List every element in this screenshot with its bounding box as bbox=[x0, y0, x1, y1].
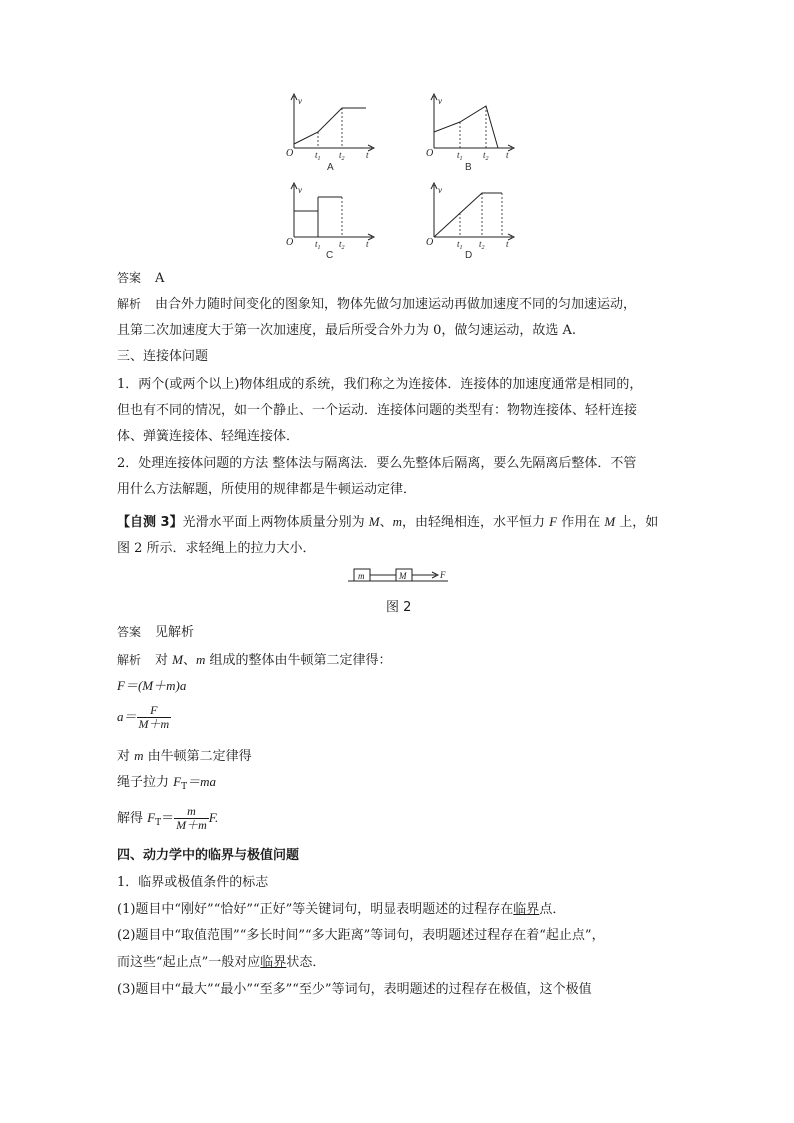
graph-c-origin: O bbox=[286, 237, 294, 248]
graph-a-origin: O bbox=[286, 148, 294, 159]
section-3-p1-line-2: 但也有不同的情况，如一个静止、一个运动．连接体问题的类型有：物物连接体、轻杆连接 bbox=[117, 403, 638, 418]
graph-c-t-label: t bbox=[366, 239, 369, 249]
section-3-p2-line-1: 2．处理连接体问题的方法 整体法与隔离法．要么先整体后隔离，要么先隔离后整体．不管 bbox=[117, 456, 637, 471]
graph-c-v-label: v bbox=[298, 185, 302, 195]
section-4-cond-2-line-1: (2)题目中“取值范围”“多长时间”“多大距离”等词句，表明题述过程存在着“起止点”， bbox=[117, 928, 605, 943]
graph-b-t2: $t_2$ bbox=[483, 150, 489, 162]
analysis-1-line-2: 且第二次加速度大于第一次加速度，最后所受合外力为 0，做匀速运动，故选 A. bbox=[117, 323, 577, 338]
answer-2-label: 答案 bbox=[117, 625, 142, 639]
graph-b bbox=[420, 92, 520, 173]
section-4-cond-2-line-2: 而这些“起止点”一般对应临界状态． bbox=[117, 955, 326, 970]
equation-1: F＝(M＋m)a bbox=[117, 678, 187, 693]
graph-a-v-label: v bbox=[298, 96, 302, 106]
answer-1 bbox=[117, 266, 683, 291]
graph-a-plot bbox=[280, 92, 380, 160]
graph-c-caption: C bbox=[326, 250, 334, 261]
analysis-1-line-1: 解析 由合外力随时间变化的图象知，物体先做匀加速运动再做加速度不同的匀加速运动， bbox=[117, 297, 637, 312]
graph-b-origin: O bbox=[426, 148, 434, 159]
graph-c-t2: $t_2$ bbox=[339, 239, 345, 251]
graph-d-plot bbox=[420, 181, 520, 249]
svg-text:F: F bbox=[440, 570, 446, 580]
tension-equation: 绳子拉力 $F_T=ma$ bbox=[117, 774, 216, 792]
section-3-title: 三、连接体问题 bbox=[117, 349, 209, 364]
graph-d-caption: D bbox=[465, 250, 473, 261]
graph-c-plot bbox=[280, 181, 380, 249]
analysis-1-label: 解析 bbox=[117, 297, 142, 311]
graph-a bbox=[280, 92, 380, 173]
section-4-item-1: 1．临界或极值条件的标志 bbox=[117, 875, 269, 890]
equation-2: a＝ $\frac{F}{M+m}$ bbox=[117, 703, 170, 731]
analysis-2-intro: 解析 对 M、m 组成的整体由牛顿第二定律得： bbox=[117, 652, 392, 668]
problem-3-tag: 【自测 3】 bbox=[117, 515, 183, 530]
graph-c bbox=[280, 181, 380, 261]
section-3-p1-line-3: 体、弹簧连接体、轻绳连接体． bbox=[117, 429, 300, 444]
section-4-title: 四、动力学中的临界与极值问题 bbox=[117, 848, 300, 863]
analysis-2-m-line: 对 m 由牛顿第二定律得 bbox=[117, 748, 252, 764]
graph-d bbox=[420, 181, 520, 261]
graph-b-t1: $t_1$ bbox=[457, 150, 463, 162]
figure-2 bbox=[348, 563, 458, 589]
graph-b-t-label: t bbox=[506, 150, 509, 160]
answer-2 bbox=[117, 620, 683, 645]
section-3-p1-line-1: 1．两个(或两个以上)物体组成的系统，我们称之为连接体．连接体的加速度通常是相同的， bbox=[117, 377, 643, 392]
solution-equation: 解得 $F_T=$ $\frac{m}{M+m}$ F. bbox=[117, 804, 219, 832]
graph-b-caption: B bbox=[465, 162, 472, 173]
problem-3-line-1: 【自测 3】光滑水平面上两物体质量分别为 M、m，由轻绳相连，水平恒力 F 作用在 M 上，如 bbox=[117, 514, 659, 530]
graph-c-t1: $t_1$ bbox=[315, 239, 321, 251]
section-4-cond-1: (1)题目中“刚好”“恰好”“正好”等关键词句，明显表明题述的过程存在临界点． bbox=[117, 902, 566, 917]
graph-d-origin: O bbox=[426, 237, 434, 248]
section-4-cond-3-line-1: (3)题目中“最大”“最小”“至多”“至少”等词句，表明题述的过程存在极值，这个极值 bbox=[117, 982, 592, 997]
graph-b-plot bbox=[420, 92, 520, 160]
graph-d-t-label: t bbox=[506, 239, 509, 249]
answer-1-value: A bbox=[155, 271, 165, 286]
graph-d-v-label: v bbox=[438, 185, 442, 195]
graph-d-t2: $t_2$ bbox=[479, 239, 485, 251]
section-3-p2-line-2: 用什么方法解题，所使用的规律都是牛顿运动定律． bbox=[117, 482, 417, 497]
figure-2-caption: 图 2 bbox=[386, 600, 412, 615]
answer-1-label: 答案 bbox=[117, 271, 142, 285]
graph-a-t2: $t_2$ bbox=[339, 150, 345, 162]
graph-a-t-label: t bbox=[366, 150, 369, 160]
figure-2-diagram bbox=[348, 563, 458, 585]
svg-text:M: M bbox=[399, 571, 407, 581]
graph-b-v-label: v bbox=[438, 96, 442, 106]
problem-3-line-2: 图 2 所示．求轻绳上的拉力大小． bbox=[117, 541, 316, 556]
graph-a-t1: $t_1$ bbox=[315, 150, 321, 162]
answer-2-value: 见解析 bbox=[155, 625, 195, 640]
graph-d-t1: $t_1$ bbox=[457, 239, 463, 251]
graph-a-caption: A bbox=[327, 162, 334, 173]
svg-text:m: m bbox=[358, 571, 365, 581]
